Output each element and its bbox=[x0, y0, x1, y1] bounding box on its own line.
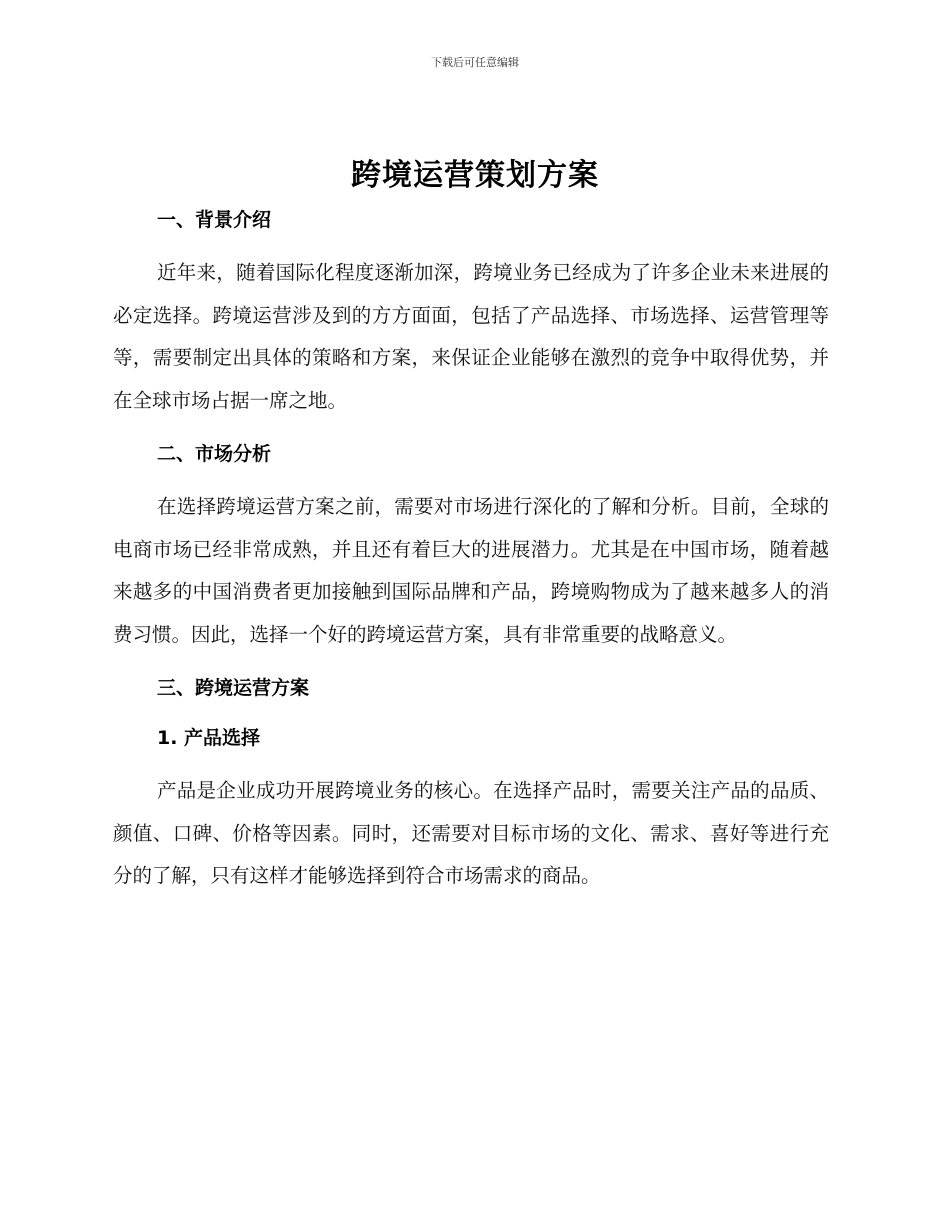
document-title: 跨境运营策划方案 bbox=[351, 158, 599, 193]
paragraph-product-selection: 产品是企业成功开展跨境业务的核心。在选择产品时，需要关注产品的品质、颜值、口碑、价格等因素。同时，还需要对目标市场的文化、需求、喜好等进行充分的了解，只有这样才能够选择到符合市场需求的商品。 bbox=[113, 779, 829, 887]
subsection-heading-product-selection: 1. 产品选择 bbox=[157, 727, 261, 749]
paragraph-market: 在选择跨境运营方案之前，需要对市场进行深化的了解和分析。目前，全球的电商市场已经非常成熟，并且还有着巨大的进展潜力。尤其是在中国市场，随着越来越多的中国消费者更加接触到国际品牌和产品，跨境购物成为了越来越多人的消费习惯。因此，选择一个好的跨境运营方案，具有非常重要的战略意义。 bbox=[113, 495, 829, 646]
section-heading-background: 一、背景介绍 bbox=[157, 209, 272, 231]
page-header-note: 下载后可任意编辑 bbox=[431, 56, 519, 69]
section-heading-plan: 三、跨境运营方案 bbox=[157, 677, 310, 699]
paragraph-background: 近年来，随着国际化程度逐渐加深，跨境业务已经成为了许多企业未来进展的必定选择。跨境运营涉及到的方方面面，包括了产品选择、市场选择、运营管理等等，需要制定出具体的策略和方案，来保证企业能够在激烈的竞争中取得优势，并在全球市场占据一席之地。 bbox=[113, 261, 829, 412]
document-body bbox=[113, 202, 829, 898]
section-heading-market: 二、市场分析 bbox=[157, 443, 272, 465]
